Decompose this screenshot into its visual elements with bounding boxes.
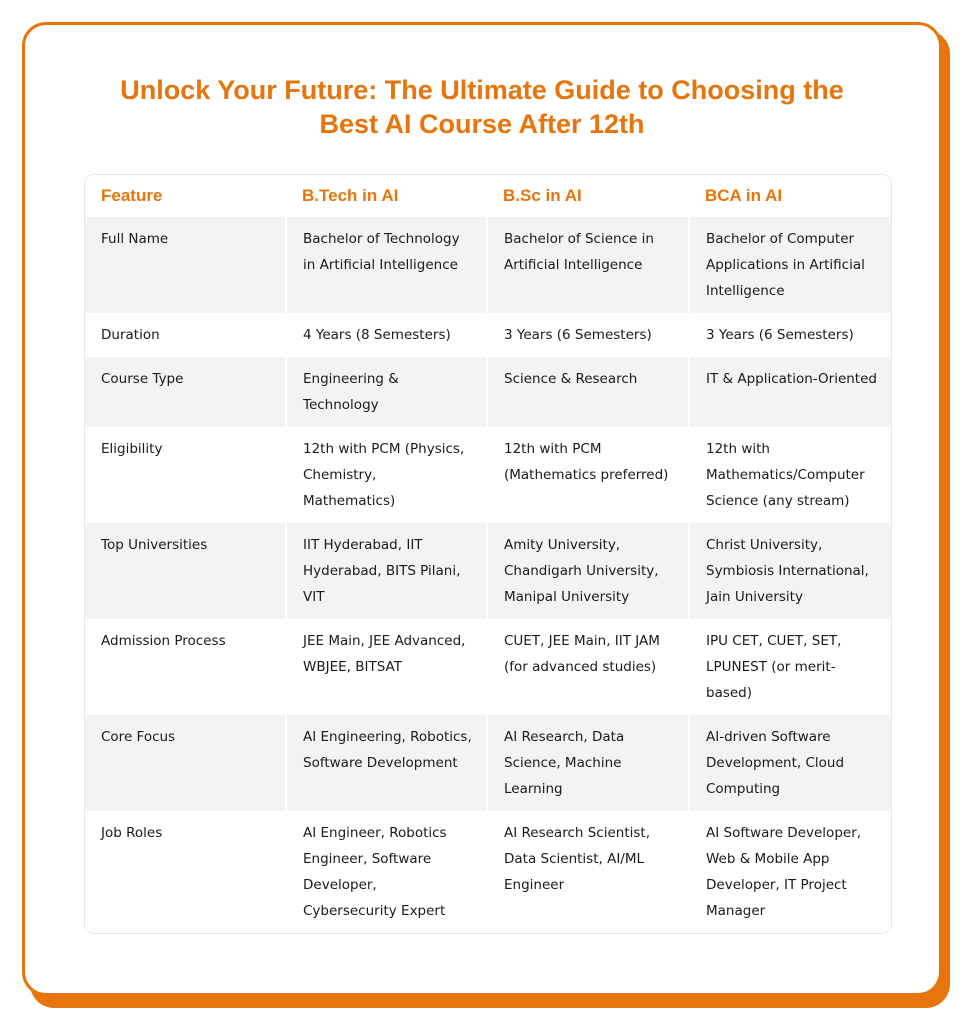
comparison-card bbox=[22, 22, 942, 996]
table-cell: 3 Years (6 Semesters) bbox=[689, 313, 891, 357]
table-cell: AI Research Scientist, Data Scientist, AI/ML Engineer bbox=[487, 811, 689, 933]
comparison-table-container bbox=[84, 174, 892, 934]
table-row bbox=[85, 619, 891, 715]
table-cell: IIT Hyderabad, IIT Hyderabad, BITS Pilani, VIT bbox=[286, 523, 487, 619]
table-cell: 4 Years (8 Semesters) bbox=[286, 313, 487, 357]
table-row bbox=[85, 811, 891, 933]
row-label: Eligibility bbox=[85, 427, 286, 523]
row-label: Core Focus bbox=[85, 715, 286, 811]
table-cell: Bachelor of Science in Artificial Intelligence bbox=[487, 217, 689, 313]
table-row bbox=[85, 523, 891, 619]
table-cell: Science & Research bbox=[487, 357, 689, 427]
title-line-2: Best AI Course After 12th bbox=[319, 109, 645, 139]
row-label: Duration bbox=[85, 313, 286, 357]
table-cell: JEE Main, JEE Advanced, WBJEE, BITSAT bbox=[286, 619, 487, 715]
table-cell: AI-driven Software Development, Cloud Computing bbox=[689, 715, 891, 811]
table-cell: AI Engineer, Robotics Engineer, Software Developer, Cybersecurity Expert bbox=[286, 811, 487, 933]
table-cell: AI Software Developer, Web & Mobile App Developer, IT Project Manager bbox=[689, 811, 891, 933]
table-cell: IPU CET, CUET, SET, LPUNEST (or merit-based) bbox=[689, 619, 891, 715]
table-cell: 12th with Mathematics/Computer Science (any stream) bbox=[689, 427, 891, 523]
table-cell: CUET, JEE Main, IIT JAM (for advanced studies) bbox=[487, 619, 689, 715]
table-cell: AI Research, Data Science, Machine Learning bbox=[487, 715, 689, 811]
table-cell: Bachelor of Computer Applications in Artificial Intelligence bbox=[689, 217, 891, 313]
table-row bbox=[85, 217, 891, 313]
table-cell: Bachelor of Technology in Artificial Intelligence bbox=[286, 217, 487, 313]
header-bsc: B.Sc in AI bbox=[487, 175, 689, 217]
header-bca: BCA in AI bbox=[689, 175, 891, 217]
table-cell: IT & Application-Oriented bbox=[689, 357, 891, 427]
row-label: Job Roles bbox=[85, 811, 286, 933]
table-cell: 3 Years (6 Semesters) bbox=[487, 313, 689, 357]
table-row bbox=[85, 427, 891, 523]
table-cell: 12th with PCM (Mathematics preferred) bbox=[487, 427, 689, 523]
table-cell: Amity University, Chandigarh University, Manipal University bbox=[487, 523, 689, 619]
page-title bbox=[25, 73, 939, 141]
table-cell: Christ University, Symbiosis International, Jain University bbox=[689, 523, 891, 619]
table-cell: AI Engineering, Robotics, Software Development bbox=[286, 715, 487, 811]
table-row bbox=[85, 357, 891, 427]
table-cell: Engineering & Technology bbox=[286, 357, 487, 427]
title-line-1: Unlock Your Future: The Ultimate Guide to Choosing the bbox=[120, 75, 844, 105]
table-cell: 12th with PCM (Physics, Chemistry, Mathematics) bbox=[286, 427, 487, 523]
row-label: Course Type bbox=[85, 357, 286, 427]
row-label: Top Universities bbox=[85, 523, 286, 619]
table-row bbox=[85, 715, 891, 811]
table-header-row bbox=[85, 175, 891, 217]
comparison-table bbox=[85, 175, 891, 933]
row-label: Admission Process bbox=[85, 619, 286, 715]
row-label: Full Name bbox=[85, 217, 286, 313]
header-feature: Feature bbox=[85, 175, 286, 217]
table-row bbox=[85, 313, 891, 357]
header-btech: B.Tech in AI bbox=[286, 175, 487, 217]
